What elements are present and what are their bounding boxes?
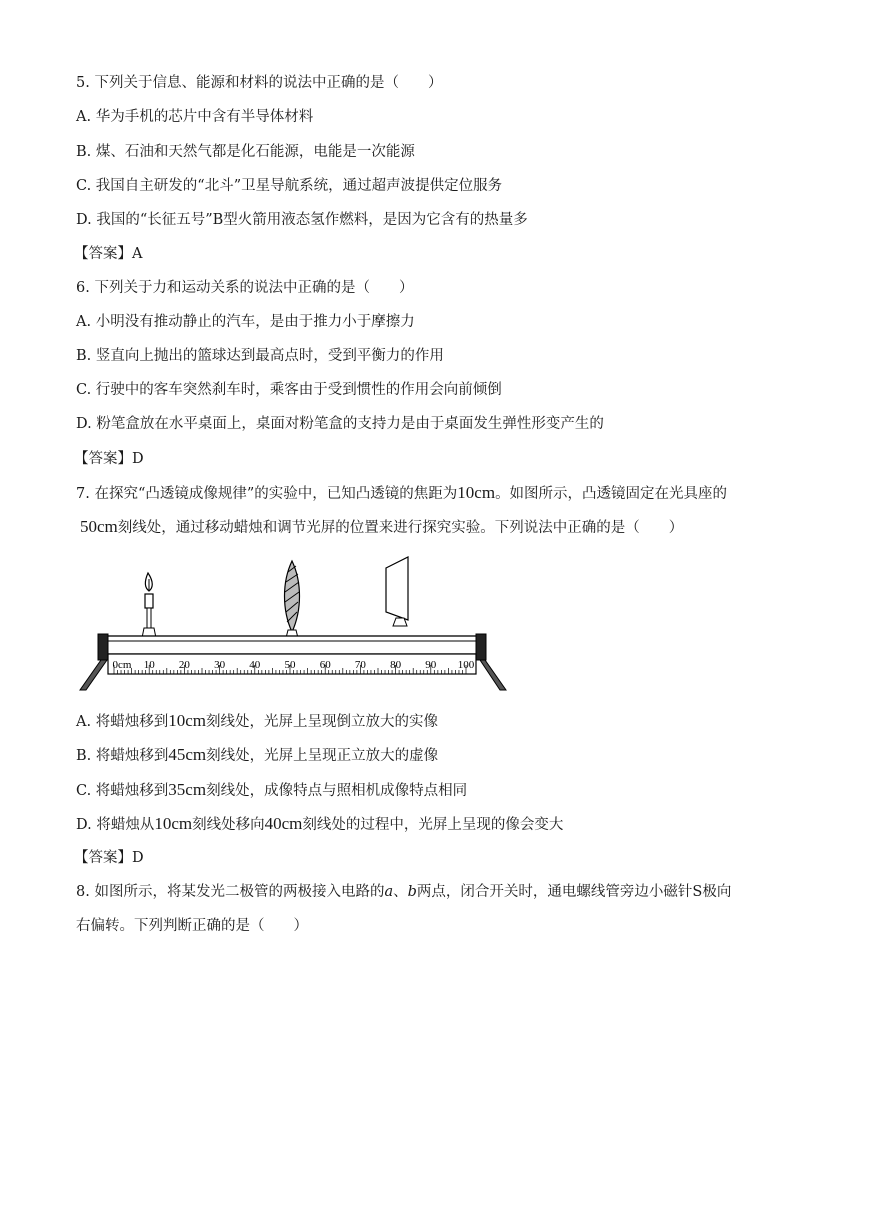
q7-option-d: [76, 814, 563, 835]
scale-label: 10: [143, 659, 155, 671]
q7-option-d-value: 10cm: [154, 814, 193, 833]
q7-option-d-value: 40cm: [264, 814, 303, 833]
q8-point-b: b: [407, 884, 417, 900]
q7-answer: 【答案】D: [74, 850, 144, 866]
scale-label: 100: [457, 659, 475, 671]
q7-option-c: [76, 780, 467, 801]
q7-option-b-value: 45cm: [168, 745, 207, 764]
scale-label: 0cm: [112, 659, 132, 671]
q8-stem-line2: 右偏转。下列判断正确的是（ ）: [76, 918, 308, 934]
q5-option-d: D. 我国的“长征五号”B型火箭用液态氢作燃料，是因为它含有的热量多: [76, 212, 528, 228]
q5-option-a: A. 华为手机的芯片中含有半导体材料: [76, 109, 314, 125]
q7-option-c-text: 刻线处，成像特点与照相机成像特点相同: [206, 783, 468, 799]
q6-option-a: A. 小明没有推动静止的汽车，是由于推力小于摩擦力: [76, 314, 415, 330]
optical-bench: [80, 634, 506, 690]
q7-option-a: [76, 711, 438, 732]
q7-option-a-value: 10cm: [168, 711, 206, 730]
scale-label: 80: [390, 659, 402, 671]
q7-lens-position: 50cm: [80, 517, 118, 536]
q6-option-c: C. 行驶中的客车突然刹车时，乘客由于受到惯性的作用会向前倾倒: [76, 382, 502, 398]
q7-option-d-text: 刻线处移向: [192, 817, 265, 833]
scale-label: 20: [178, 659, 190, 671]
q5-option-c: C. 我国自主研发的“北斗”卫星导航系统，通过超声波提供定位服务: [76, 178, 503, 194]
q5-option-b: B. 煤、石油和天然气都是化石能源，电能是一次能源: [76, 144, 415, 160]
q8-stem-text: 、: [393, 884, 408, 900]
convex-lens: [285, 561, 300, 638]
q7-option-c-value: 35cm: [168, 780, 207, 799]
q6-option-b: B. 竖直向上抛出的篮球达到最高点时，受到平衡力的作用: [76, 348, 444, 364]
q7-option-b-text: B. 将蜡烛移到: [76, 748, 169, 764]
q6-option-d: D. 粉笔盒放在水平桌面上，桌面对粉笔盒的支持力是由于桌面发生弹性形变产生的: [76, 416, 604, 432]
scale-label: 40: [249, 659, 261, 671]
candle: [142, 573, 156, 638]
q7-option-d-text: 刻线处的过程中，光屏上呈现的像会变大: [302, 817, 564, 833]
q6-stem: 6. 下列关于力和运动关系的说法中正确的是（ ）: [76, 280, 414, 296]
q8-point-a: a: [384, 884, 394, 900]
scale-label: 90: [425, 659, 437, 671]
q7-stem-text: 。如图所示，凸透镜固定在光具座的: [495, 486, 728, 502]
q7-stem-text: 刻线处，通过移动蜡烛和调节光屏的位置来进行探究实验。下列说法中正确的是（ ）: [117, 520, 684, 536]
scale-label: 50: [284, 659, 296, 671]
q7-option-a-text: 刻线处，光屏上呈现倒立放大的实像: [205, 714, 438, 730]
q7-option-d-text: D. 将蜡烛从: [76, 817, 155, 833]
q7-stem-text: 7. 在探究“凸透镜成像规律”的实验中，已知凸透镜的焦距为: [76, 486, 458, 502]
q5-answer: 【答案】A: [74, 246, 143, 262]
q7-option-b-text: 刻线处，光屏上呈现正立放大的虚像: [206, 748, 439, 764]
q7-option-c-text: C. 将蜡烛移到: [76, 783, 169, 799]
q7-option-a-text: A. 将蜡烛移到: [76, 714, 169, 730]
q7-stem-line2: [80, 517, 683, 538]
q6-answer: 【答案】D: [74, 451, 144, 467]
scale-label: 60: [319, 659, 331, 671]
q7-stem-line1: [76, 483, 727, 504]
q7-focal-length: 10cm: [457, 483, 496, 502]
q8-stem-text: 两点，闭合开关时，通电螺线管旁边小磁针S极向: [416, 884, 732, 900]
q8-stem-line1: [76, 882, 731, 902]
q5-stem: 5. 下列关于信息、能源和材料的说法中正确的是（ ）: [76, 75, 443, 91]
light-screen: [386, 557, 408, 626]
q8-stem-text: 8. 如图所示，将某发光二极管的两极接入电路的: [76, 884, 385, 900]
q7-option-b: [76, 745, 438, 766]
scale-label: 70: [354, 659, 366, 671]
optical-bench-figure: [74, 552, 514, 697]
scale-label: 30: [214, 659, 226, 671]
